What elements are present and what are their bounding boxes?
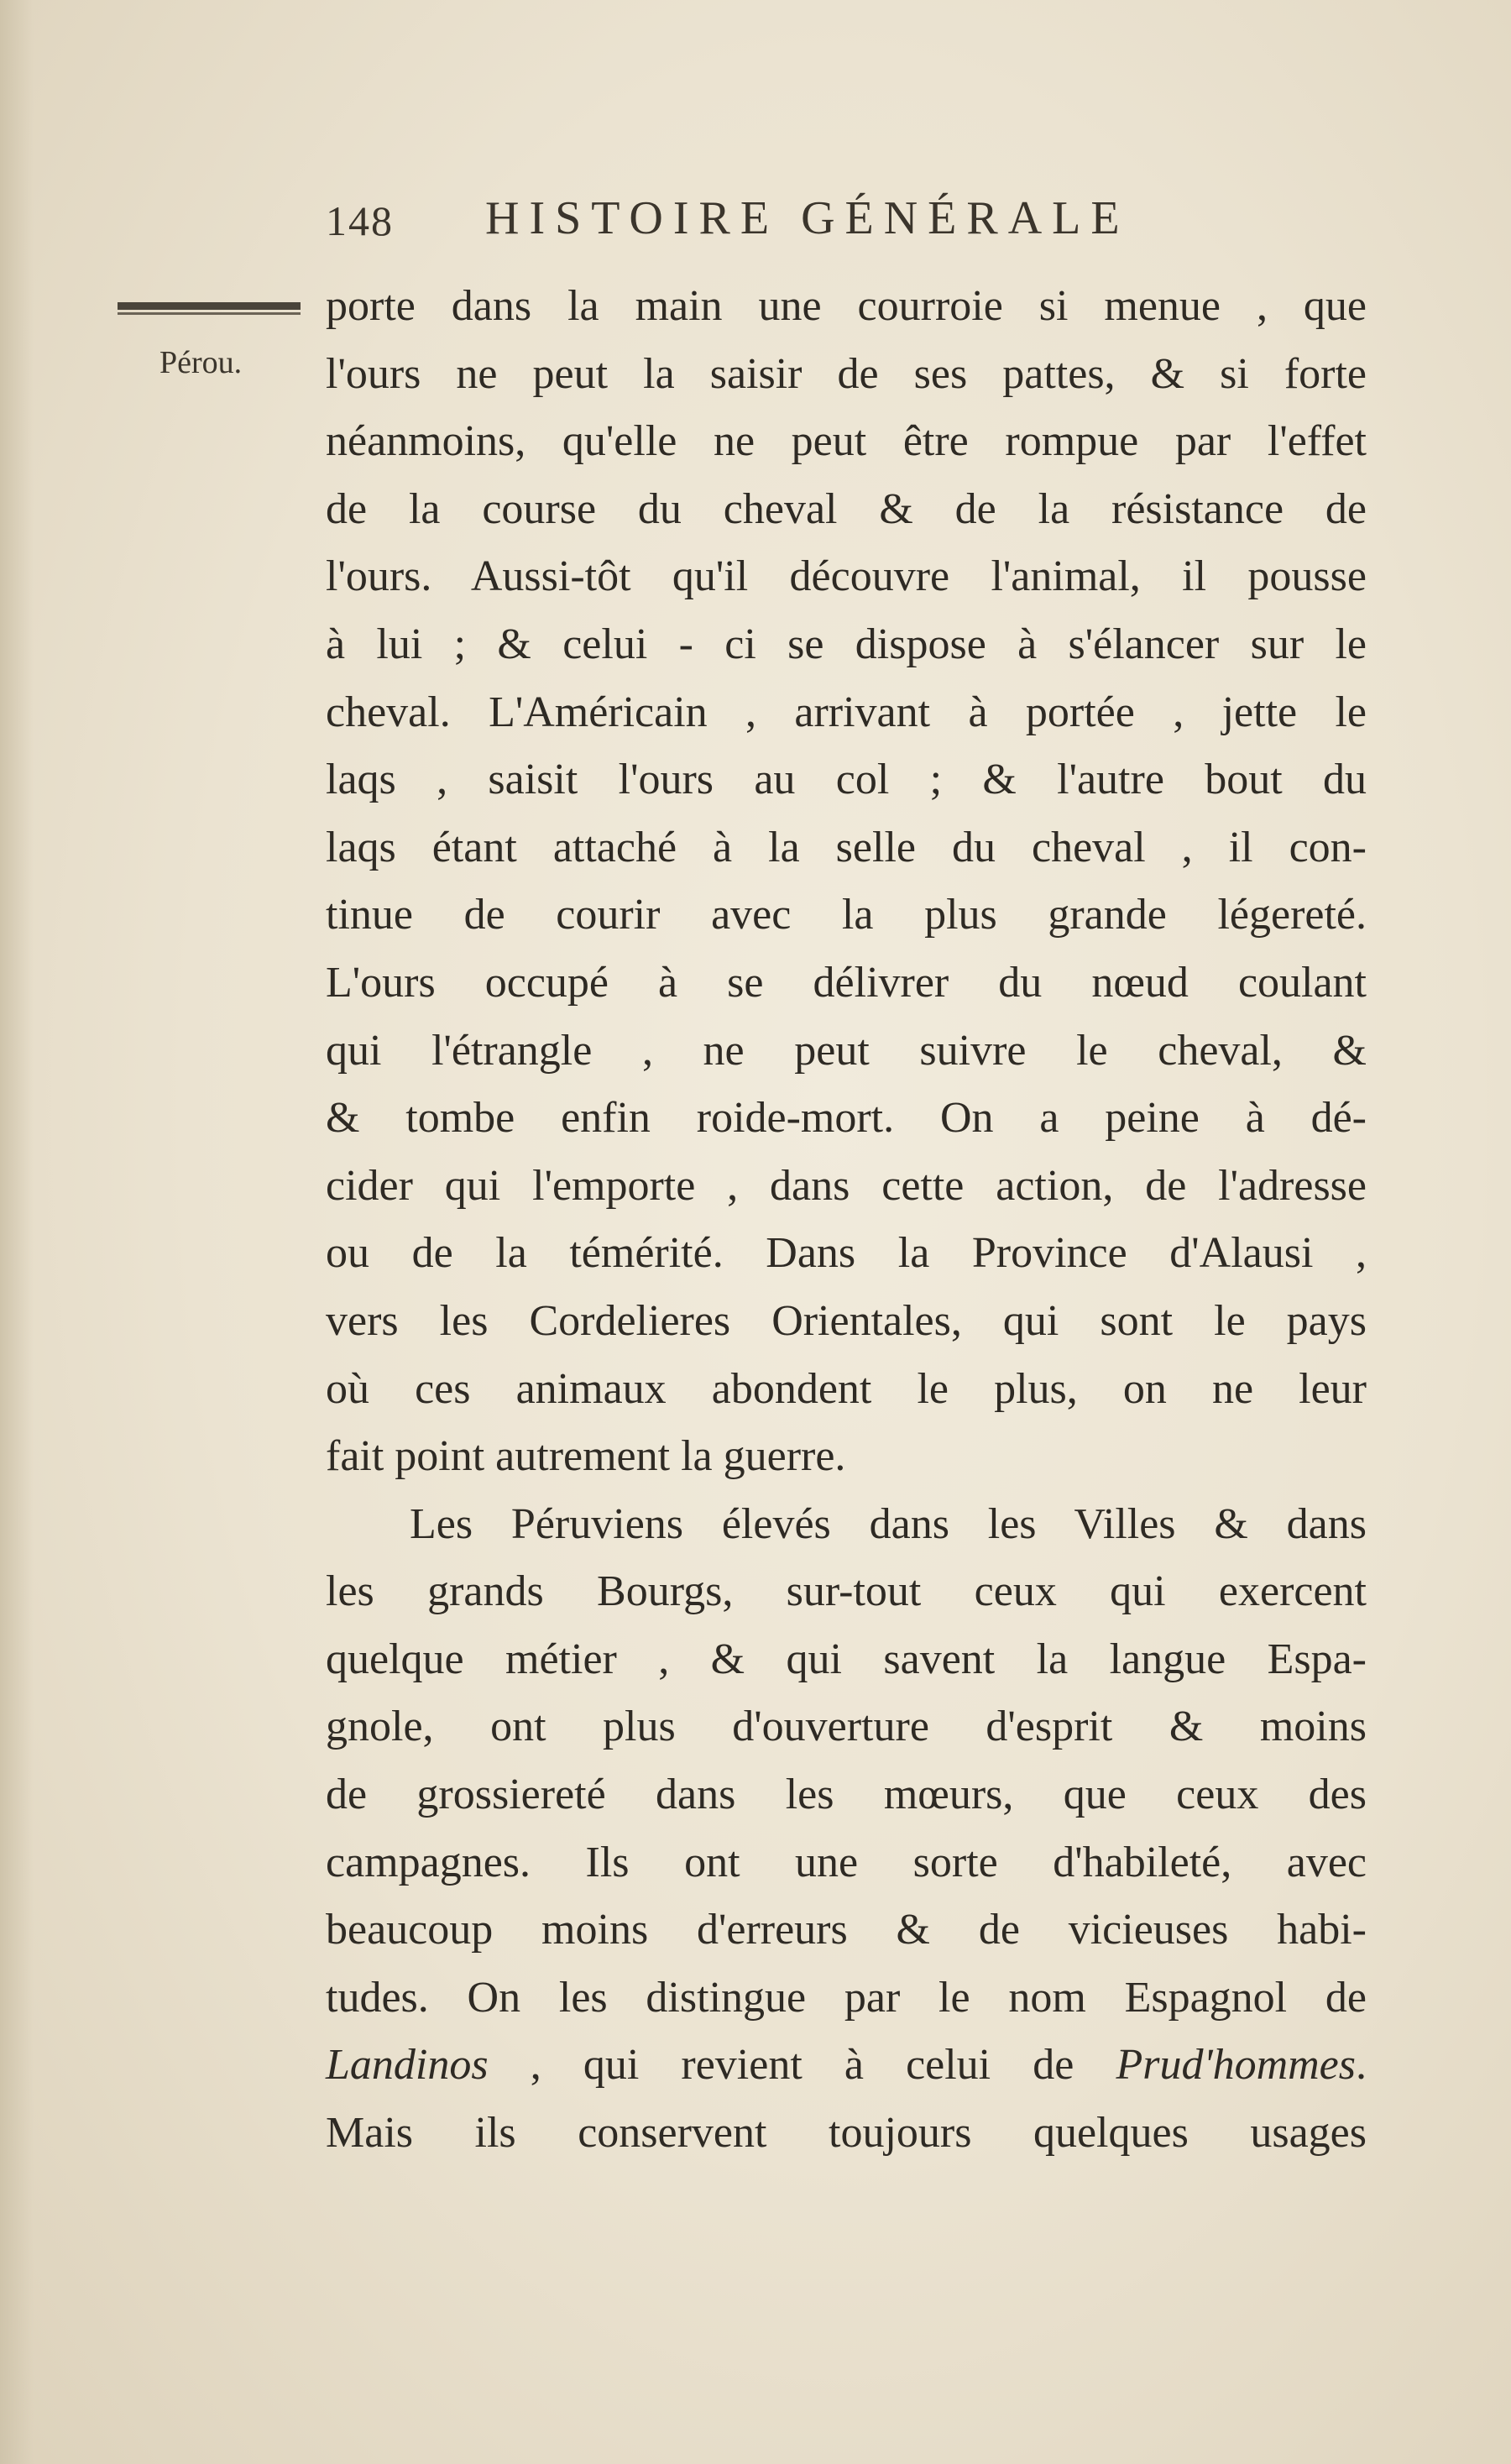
text-line: L'ours occupé à se délivrer du nœud coulant xyxy=(326,958,1367,1007)
text-line: porte dans la main une courroie si menue , que xyxy=(326,282,1367,330)
margin-rule xyxy=(118,302,301,310)
text-line: campagnes. Ils ont une sorte d'habileté, avec xyxy=(326,1838,1367,1886)
text-line: qui l'étrangle , ne peut suivre le cheval, & xyxy=(326,1026,1367,1075)
text-line: cheval. L'Américain , arrivant à portée , jette le xyxy=(326,688,1367,736)
text-line: où ces animaux abondent le plus, on ne leur xyxy=(326,1364,1367,1413)
running-title: HISTOIRE GÉNÉRALE xyxy=(485,192,1130,244)
margin-rule-thin xyxy=(118,312,301,315)
text-line: de grossiereté dans les mœurs, que ceux des xyxy=(326,1771,1367,1819)
text-line: & tombe enfin roide-mort. On a peine à dé- xyxy=(326,1094,1367,1143)
text-line: laqs , saisit l'ours au col ; & l'autre bout du xyxy=(326,756,1367,804)
text-line: laqs étant attaché à la selle du cheval , il con- xyxy=(326,823,1367,871)
text-line: les grands Bourgs, sur-tout ceux qui exercent xyxy=(326,1567,1367,1616)
text-line: quelque métier , & qui savent la langue Espa- xyxy=(326,1635,1367,1683)
text-line: néanmoins, qu'elle ne peut être rompue par l'effet xyxy=(326,417,1367,466)
text-line-with-italics xyxy=(326,2032,1367,2100)
text-line: à lui ; & celui - ci se dispose à s'élancer sur le xyxy=(326,620,1367,668)
text-line-paragraph-end: fait point autrement la guerre. xyxy=(326,1432,846,1481)
page-header xyxy=(326,191,1367,259)
italic-term: Prud'hommes xyxy=(1116,2041,1356,2090)
text-line-paragraph-start: Les Péruviens élevés dans les Villes & dans xyxy=(410,1499,1367,1548)
text-line: de la course du cheval & de la résistance de xyxy=(326,484,1367,533)
body-text xyxy=(326,273,1367,2168)
text-fragment: . xyxy=(1356,2041,1367,2090)
text-line: cider qui l'emporte , dans cette action, de l'adresse xyxy=(326,1161,1367,1210)
page-number: 148 xyxy=(326,197,394,244)
margin-note: Pérou. xyxy=(159,345,243,380)
text-line: ou de la témérité. Dans la Province d'Alausi , xyxy=(326,1229,1367,1278)
text-line: gnole, ont plus d'ouverture d'esprit & moins xyxy=(326,1703,1367,1751)
text-line: vers les Cordelieres Orientales, qui sont le pays xyxy=(326,1296,1367,1345)
text-line: Mais ils conservent toujours quelques usages xyxy=(326,2109,1367,2158)
text-line: tinue de courir avec la plus grande légereté. xyxy=(326,891,1367,939)
text-line: tudes. On les distingue par le nom Espagnol de xyxy=(326,1973,1367,2022)
text-line: l'ours ne peut la saisir de ses pattes, & si forte xyxy=(326,349,1367,398)
text-fragment: , qui revient à celui de xyxy=(488,2041,1116,2090)
page-gutter-shadow xyxy=(0,0,34,2464)
text-line: l'ours. Aussi-tôt qu'il découvre l'animal, il pousse xyxy=(326,552,1367,601)
italic-term: Landinos xyxy=(326,2041,489,2090)
text-line: beaucoup moins d'erreurs & de vicieuses habi- xyxy=(326,1906,1367,1954)
